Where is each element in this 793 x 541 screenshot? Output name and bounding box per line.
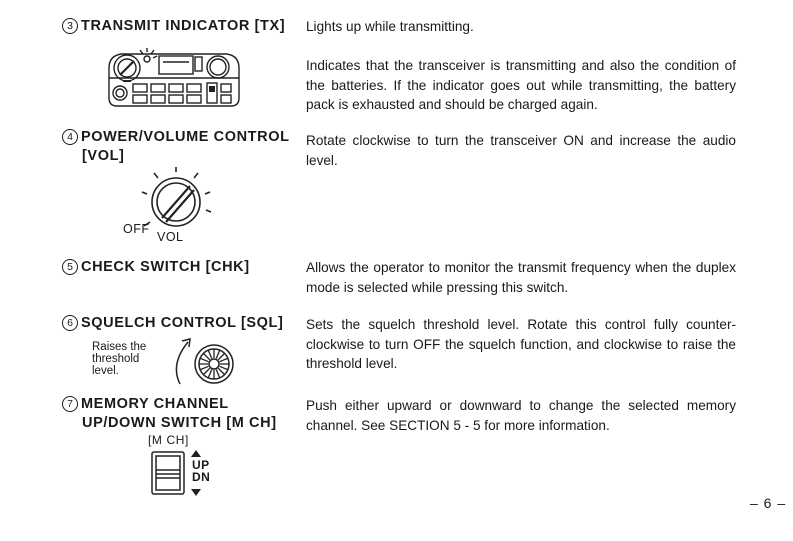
section-5-title: CHECK SWITCH [CHK] [81,259,250,275]
section-4-heading [62,128,290,166]
page-number: – 6 – [750,495,787,511]
section-7-heading [62,395,277,433]
transceiver-top-panel-illustration [103,48,243,112]
section-4-number: 4 [62,129,78,145]
section-6-description: Sets the squelch threshold level. Rotate this control fully counter-clockwise to turn OFF the squelch function, and clockwise to raise the threshold level. [306,317,736,371]
section-3-number: 3 [62,18,78,34]
section-7-description: Push either upward or downward to change the selected memory channel. See SECTION 5 - 5 for more information. [306,398,736,433]
section-6-heading [62,314,283,333]
section-5-heading [62,258,250,277]
section-3-description: Indicates that the transceiver is transmitting and also the condition of the batteries. If the indicator goes out while transmitting, the battery pack is exhausted and should be charged again. [306,58,736,112]
volume-vol-label: VOL [157,230,184,244]
volume-knob-illustration [138,166,218,236]
up-label: UP [192,458,210,472]
section-4-title-line1: POWER/VOLUME CONTROL [81,129,290,145]
section-6-number: 6 [62,315,78,331]
squelch-caption-line: threshold [92,353,140,365]
section-7-number: 7 [62,396,78,412]
memory-channel-label: [M CH] [148,433,189,447]
section-3-summary: Lights up while transmitting. [306,19,474,34]
section-6-title: SQUELCH CONTROL [SQL] [81,315,284,331]
section-4-title-line2: [VOL] [82,148,125,164]
section-3-title: TRANSMIT INDICATOR [TX] [81,18,286,34]
down-label: DN [192,470,211,484]
section-4-description: Rotate clockwise to turn the transceiver ON and increase the audio level. [306,133,736,168]
section-3-heading [62,17,285,36]
volume-off-label: OFF [123,222,150,236]
section-7-title-line1: MEMORY CHANNEL [81,396,229,412]
section-5-number: 5 [62,259,78,275]
section-5-description: Allows the operator to monitor the transmit frequency when the duplex mode is selected while pressing this switch. [306,260,736,295]
squelch-caption [92,341,146,377]
squelch-caption-line: Raises the [92,341,147,353]
squelch-caption-line: level. [92,365,119,377]
section-7-title-line2: UP/DOWN SWITCH [M CH] [82,415,277,431]
squelch-knob-illustration [168,334,243,389]
